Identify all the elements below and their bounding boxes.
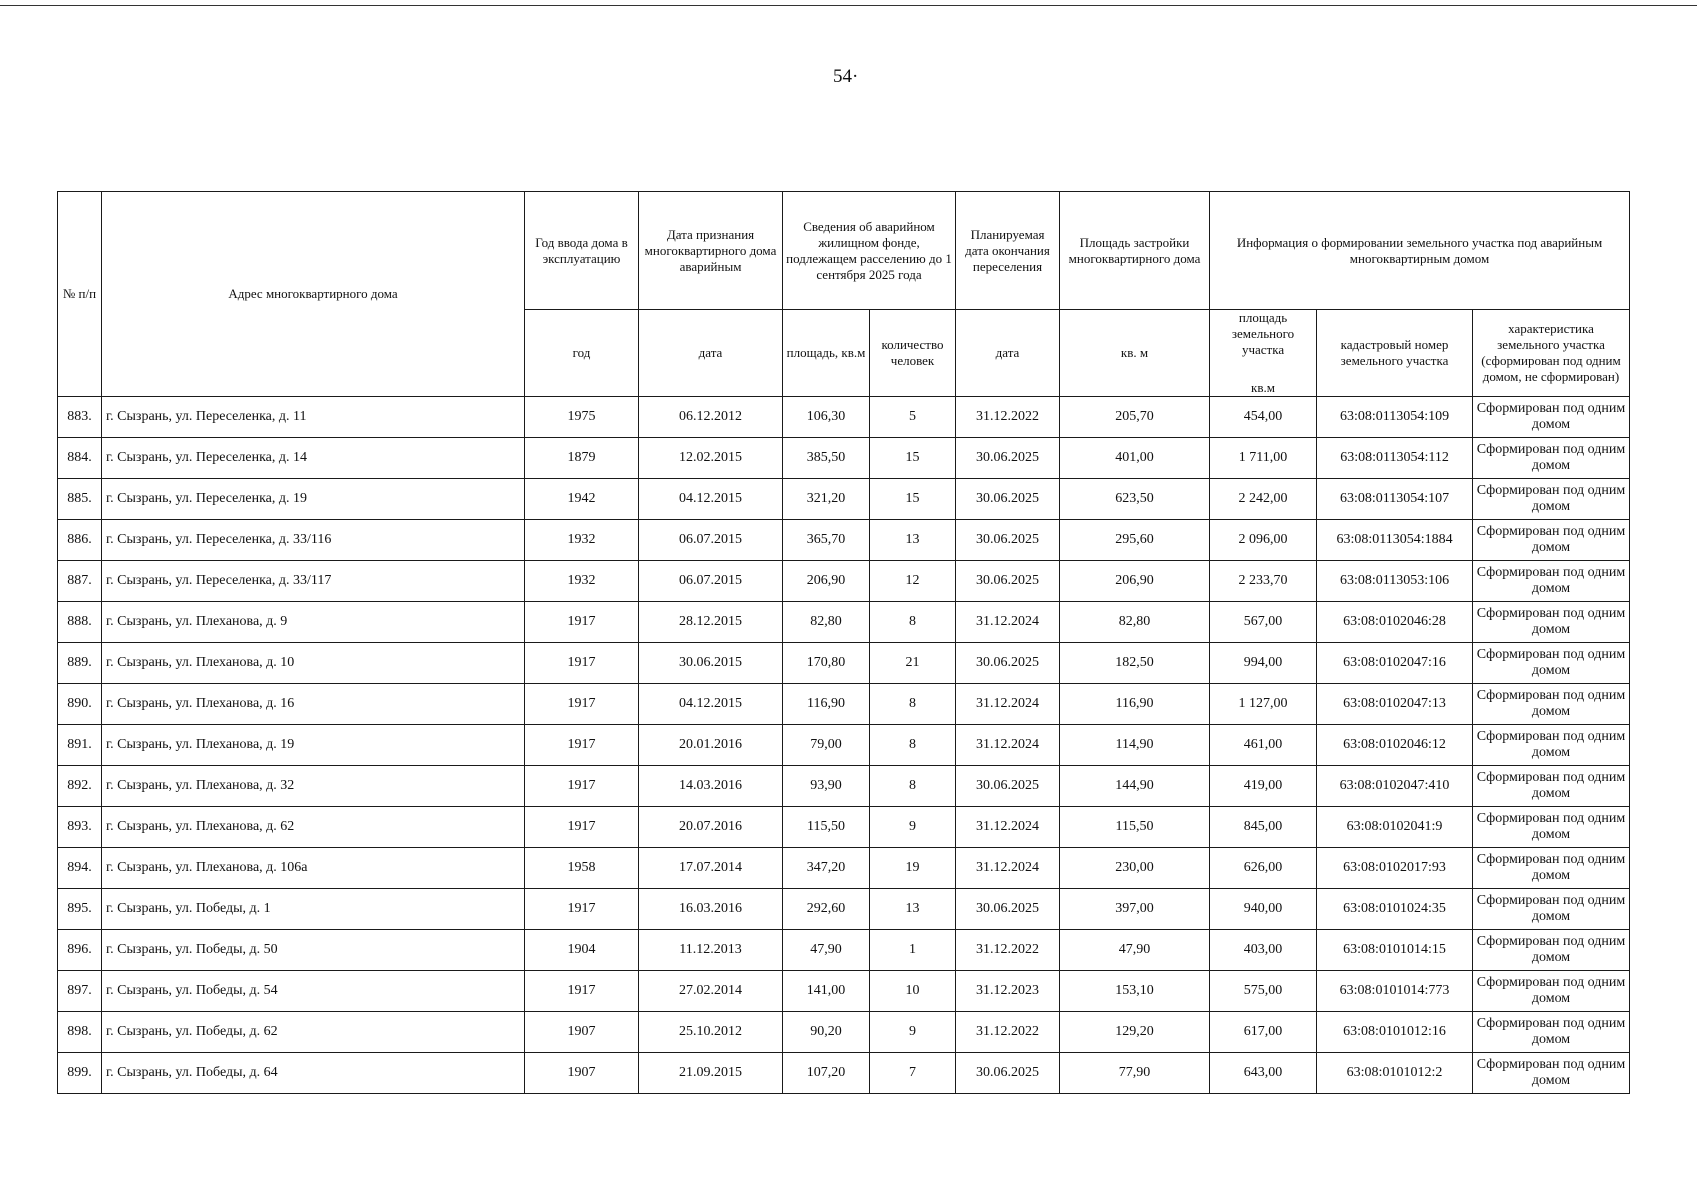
table-row bbox=[58, 643, 1630, 684]
table-row bbox=[58, 602, 1630, 643]
building-area-cell: 205,70 bbox=[1060, 397, 1210, 438]
header-planned-date: Планируемая дата окончания переселения bbox=[956, 192, 1060, 310]
area-cell: 93,90 bbox=[783, 766, 870, 807]
unit-land-area: кв.м bbox=[1251, 380, 1275, 395]
cadastral-number-cell: 63:08:0113054:112 bbox=[1317, 438, 1473, 479]
recognition-date-cell: 25.10.2012 bbox=[639, 1012, 783, 1053]
recognition-date-cell: 28.12.2015 bbox=[639, 602, 783, 643]
building-area-cell: 116,90 bbox=[1060, 684, 1210, 725]
recognition-date-cell: 06.07.2015 bbox=[639, 561, 783, 602]
table-row bbox=[58, 684, 1630, 725]
recognition-date-cell: 30.06.2015 bbox=[639, 643, 783, 684]
address-cell: г. Сызрань, ул. Плеханова, д. 32 bbox=[102, 766, 525, 807]
address-cell: г. Сызрань, ул. Переселенка, д. 14 bbox=[102, 438, 525, 479]
building-area-cell: 144,90 bbox=[1060, 766, 1210, 807]
people-cell: 8 bbox=[870, 725, 956, 766]
area-cell: 206,90 bbox=[783, 561, 870, 602]
building-area-cell: 295,60 bbox=[1060, 520, 1210, 561]
header-land-area bbox=[1210, 310, 1317, 397]
characteristic-cell: Сформирован под одним домом bbox=[1473, 602, 1630, 643]
land-area-cell: 994,00 bbox=[1210, 643, 1317, 684]
area-cell: 347,20 bbox=[783, 848, 870, 889]
row-num: 896. bbox=[58, 930, 102, 971]
people-cell: 8 bbox=[870, 684, 956, 725]
building-area-cell: 129,20 bbox=[1060, 1012, 1210, 1053]
year-cell: 1942 bbox=[525, 479, 639, 520]
header-num: № п/п bbox=[58, 192, 102, 397]
row-num: 892. bbox=[58, 766, 102, 807]
planned-date-cell: 31.12.2024 bbox=[956, 725, 1060, 766]
planned-date-cell: 31.12.2022 bbox=[956, 397, 1060, 438]
area-cell: 365,70 bbox=[783, 520, 870, 561]
people-cell: 9 bbox=[870, 807, 956, 848]
area-cell: 115,50 bbox=[783, 807, 870, 848]
address-cell: г. Сызрань, ул. Победы, д. 54 bbox=[102, 971, 525, 1012]
header-cadastral: кадастровый номер земельного участка bbox=[1317, 310, 1473, 397]
table-row bbox=[58, 889, 1630, 930]
cadastral-number-cell: 63:08:0102047:410 bbox=[1317, 766, 1473, 807]
area-cell: 292,60 bbox=[783, 889, 870, 930]
building-area-cell: 82,80 bbox=[1060, 602, 1210, 643]
planned-date-cell: 30.06.2025 bbox=[956, 889, 1060, 930]
land-area-cell: 626,00 bbox=[1210, 848, 1317, 889]
header-year: Год ввода дома в эксплуатацию bbox=[525, 192, 639, 310]
building-area-cell: 47,90 bbox=[1060, 930, 1210, 971]
row-num: 891. bbox=[58, 725, 102, 766]
year-cell: 1917 bbox=[525, 807, 639, 848]
emergency-housing-table bbox=[57, 191, 1630, 1094]
recognition-date-cell: 12.02.2015 bbox=[639, 438, 783, 479]
area-cell: 141,00 bbox=[783, 971, 870, 1012]
address-cell: г. Сызрань, ул. Победы, д. 62 bbox=[102, 1012, 525, 1053]
year-cell: 1907 bbox=[525, 1053, 639, 1094]
building-area-cell: 230,00 bbox=[1060, 848, 1210, 889]
characteristic-cell: Сформирован под одним домом bbox=[1473, 438, 1630, 479]
header-emergency-fund: Сведения об аварийном жилищном фонде, подлежащем расселению до 1 сентября 2025 года bbox=[783, 192, 956, 310]
area-cell: 107,20 bbox=[783, 1053, 870, 1094]
row-num: 894. bbox=[58, 848, 102, 889]
cadastral-number-cell: 63:08:0113054:107 bbox=[1317, 479, 1473, 520]
building-area-cell: 114,90 bbox=[1060, 725, 1210, 766]
planned-date-cell: 30.06.2025 bbox=[956, 766, 1060, 807]
land-area-cell: 403,00 bbox=[1210, 930, 1317, 971]
area-cell: 82,80 bbox=[783, 602, 870, 643]
land-area-cell: 940,00 bbox=[1210, 889, 1317, 930]
planned-date-cell: 30.06.2025 bbox=[956, 643, 1060, 684]
people-cell: 5 bbox=[870, 397, 956, 438]
people-cell: 21 bbox=[870, 643, 956, 684]
building-area-cell: 206,90 bbox=[1060, 561, 1210, 602]
area-cell: 170,80 bbox=[783, 643, 870, 684]
land-area-cell: 419,00 bbox=[1210, 766, 1317, 807]
row-num: 889. bbox=[58, 643, 102, 684]
table-row bbox=[58, 1053, 1630, 1094]
cadastral-number-cell: 63:08:0101014:15 bbox=[1317, 930, 1473, 971]
recognition-date-cell: 04.12.2015 bbox=[639, 479, 783, 520]
address-cell: г. Сызрань, ул. Переселенка, д. 19 bbox=[102, 479, 525, 520]
planned-date-cell: 30.06.2025 bbox=[956, 520, 1060, 561]
building-area-cell: 115,50 bbox=[1060, 807, 1210, 848]
cadastral-number-cell: 63:08:0102046:12 bbox=[1317, 725, 1473, 766]
cadastral-number-cell: 63:08:0101012:16 bbox=[1317, 1012, 1473, 1053]
people-cell: 10 bbox=[870, 971, 956, 1012]
address-cell: г. Сызрань, ул. Переселенка, д. 11 bbox=[102, 397, 525, 438]
address-cell: г. Сызрань, ул. Плеханова, д. 16 bbox=[102, 684, 525, 725]
planned-date-cell: 31.12.2022 bbox=[956, 1012, 1060, 1053]
people-cell: 7 bbox=[870, 1053, 956, 1094]
address-cell: г. Сызрань, ул. Плеханова, д. 62 bbox=[102, 807, 525, 848]
cadastral-number-cell: 63:08:0102041:9 bbox=[1317, 807, 1473, 848]
building-area-cell: 153,10 bbox=[1060, 971, 1210, 1012]
table-row bbox=[58, 1012, 1630, 1053]
characteristic-cell: Сформирован под одним домом bbox=[1473, 561, 1630, 602]
people-cell: 1 bbox=[870, 930, 956, 971]
cadastral-number-cell: 63:08:0102046:28 bbox=[1317, 602, 1473, 643]
header-land-area-label: площадь земельного участка bbox=[1231, 310, 1295, 357]
recognition-date-cell: 21.09.2015 bbox=[639, 1053, 783, 1094]
recognition-date-cell: 14.03.2016 bbox=[639, 766, 783, 807]
area-cell: 385,50 bbox=[783, 438, 870, 479]
address-cell: г. Сызрань, ул. Плеханова, д. 10 bbox=[102, 643, 525, 684]
cadastral-number-cell: 63:08:0102047:13 bbox=[1317, 684, 1473, 725]
year-cell: 1879 bbox=[525, 438, 639, 479]
unit-people: количество человек bbox=[870, 310, 956, 397]
land-area-cell: 2 242,00 bbox=[1210, 479, 1317, 520]
address-cell: г. Сызрань, ул. Победы, д. 50 bbox=[102, 930, 525, 971]
characteristic-cell: Сформирован под одним домом bbox=[1473, 930, 1630, 971]
planned-date-cell: 31.12.2022 bbox=[956, 930, 1060, 971]
row-num: 883. bbox=[58, 397, 102, 438]
cadastral-number-cell: 63:08:0101012:2 bbox=[1317, 1053, 1473, 1094]
row-num: 885. bbox=[58, 479, 102, 520]
characteristic-cell: Сформирован под одним домом bbox=[1473, 889, 1630, 930]
row-num: 884. bbox=[58, 438, 102, 479]
unit-year: год bbox=[525, 310, 639, 397]
address-cell: г. Сызрань, ул. Победы, д. 1 bbox=[102, 889, 525, 930]
planned-date-cell: 31.12.2024 bbox=[956, 602, 1060, 643]
address-cell: г. Сызрань, ул. Плеханова, д. 19 bbox=[102, 725, 525, 766]
characteristic-cell: Сформирован под одним домом bbox=[1473, 1012, 1630, 1053]
recognition-date-cell: 06.12.2012 bbox=[639, 397, 783, 438]
area-cell: 90,20 bbox=[783, 1012, 870, 1053]
table-row bbox=[58, 930, 1630, 971]
header-row bbox=[58, 192, 1630, 310]
people-cell: 15 bbox=[870, 438, 956, 479]
table-row bbox=[58, 561, 1630, 602]
building-area-cell: 397,00 bbox=[1060, 889, 1210, 930]
planned-date-cell: 31.12.2024 bbox=[956, 684, 1060, 725]
row-num: 895. bbox=[58, 889, 102, 930]
year-cell: 1958 bbox=[525, 848, 639, 889]
planned-date-cell: 31.12.2024 bbox=[956, 807, 1060, 848]
characteristic-cell: Сформирован под одним домом bbox=[1473, 971, 1630, 1012]
land-area-cell: 617,00 bbox=[1210, 1012, 1317, 1053]
recognition-date-cell: 17.07.2014 bbox=[639, 848, 783, 889]
table-row bbox=[58, 397, 1630, 438]
planned-date-cell: 31.12.2023 bbox=[956, 971, 1060, 1012]
people-cell: 15 bbox=[870, 479, 956, 520]
planned-date-cell: 31.12.2024 bbox=[956, 848, 1060, 889]
building-area-cell: 77,90 bbox=[1060, 1053, 1210, 1094]
table-row bbox=[58, 766, 1630, 807]
address-cell: г. Сызрань, ул. Переселенка, д. 33/116 bbox=[102, 520, 525, 561]
land-area-cell: 845,00 bbox=[1210, 807, 1317, 848]
area-cell: 47,90 bbox=[783, 930, 870, 971]
area-cell: 79,00 bbox=[783, 725, 870, 766]
land-area-cell: 575,00 bbox=[1210, 971, 1317, 1012]
table-row bbox=[58, 807, 1630, 848]
characteristic-cell: Сформирован под одним домом bbox=[1473, 725, 1630, 766]
address-cell: г. Сызрань, ул. Плеханова, д. 106а bbox=[102, 848, 525, 889]
cadastral-number-cell: 63:08:0101014:773 bbox=[1317, 971, 1473, 1012]
characteristic-cell: Сформирован под одним домом bbox=[1473, 397, 1630, 438]
land-area-cell: 454,00 bbox=[1210, 397, 1317, 438]
row-num: 893. bbox=[58, 807, 102, 848]
recognition-date-cell: 04.12.2015 bbox=[639, 684, 783, 725]
table-body bbox=[58, 397, 1630, 1094]
page-number: 54· bbox=[833, 66, 859, 87]
recognition-date-cell: 06.07.2015 bbox=[639, 520, 783, 561]
row-num: 886. bbox=[58, 520, 102, 561]
building-area-cell: 623,50 bbox=[1060, 479, 1210, 520]
year-cell: 1975 bbox=[525, 397, 639, 438]
unit-area: площадь, кв.м bbox=[783, 310, 870, 397]
recognition-date-cell: 27.02.2014 bbox=[639, 971, 783, 1012]
people-cell: 19 bbox=[870, 848, 956, 889]
area-cell: 321,20 bbox=[783, 479, 870, 520]
planned-date-cell: 30.06.2025 bbox=[956, 479, 1060, 520]
land-area-cell: 461,00 bbox=[1210, 725, 1317, 766]
year-cell: 1917 bbox=[525, 643, 639, 684]
table-row bbox=[58, 848, 1630, 889]
row-num: 899. bbox=[58, 1053, 102, 1094]
planned-date-cell: 30.06.2025 bbox=[956, 1053, 1060, 1094]
characteristic-cell: Сформирован под одним домом bbox=[1473, 643, 1630, 684]
area-cell: 106,30 bbox=[783, 397, 870, 438]
address-cell: г. Сызрань, ул. Победы, д. 64 bbox=[102, 1053, 525, 1094]
year-cell: 1917 bbox=[525, 602, 639, 643]
table-row bbox=[58, 479, 1630, 520]
year-cell: 1917 bbox=[525, 889, 639, 930]
characteristic-cell: Сформирован под одним домом bbox=[1473, 520, 1630, 561]
recognition-date-cell: 20.01.2016 bbox=[639, 725, 783, 766]
table-row bbox=[58, 438, 1630, 479]
row-num: 897. bbox=[58, 971, 102, 1012]
top-rule bbox=[0, 5, 1697, 6]
row-num: 888. bbox=[58, 602, 102, 643]
area-cell: 116,90 bbox=[783, 684, 870, 725]
cadastral-number-cell: 63:08:0102017:93 bbox=[1317, 848, 1473, 889]
header-address: Адрес многоквартирного дома bbox=[102, 192, 525, 397]
land-area-cell: 567,00 bbox=[1210, 602, 1317, 643]
year-cell: 1904 bbox=[525, 930, 639, 971]
characteristic-cell: Сформирован под одним домом bbox=[1473, 848, 1630, 889]
year-cell: 1932 bbox=[525, 561, 639, 602]
year-cell: 1917 bbox=[525, 684, 639, 725]
table-row bbox=[58, 971, 1630, 1012]
land-area-cell: 643,00 bbox=[1210, 1053, 1317, 1094]
people-cell: 8 bbox=[870, 602, 956, 643]
people-cell: 8 bbox=[870, 766, 956, 807]
unit-building-area: кв. м bbox=[1060, 310, 1210, 397]
characteristic-cell: Сформирован под одним домом bbox=[1473, 766, 1630, 807]
header-land-info: Информация о формировании земельного участка под аварийным многоквартирным домом bbox=[1210, 192, 1630, 310]
cadastral-number-cell: 63:08:0113054:109 bbox=[1317, 397, 1473, 438]
year-cell: 1932 bbox=[525, 520, 639, 561]
building-area-cell: 182,50 bbox=[1060, 643, 1210, 684]
people-cell: 9 bbox=[870, 1012, 956, 1053]
year-cell: 1917 bbox=[525, 766, 639, 807]
cadastral-number-cell: 63:08:0102047:16 bbox=[1317, 643, 1473, 684]
people-cell: 13 bbox=[870, 889, 956, 930]
cadastral-number-cell: 63:08:0113053:106 bbox=[1317, 561, 1473, 602]
people-cell: 12 bbox=[870, 561, 956, 602]
year-cell: 1917 bbox=[525, 971, 639, 1012]
building-area-cell: 401,00 bbox=[1060, 438, 1210, 479]
people-cell: 13 bbox=[870, 520, 956, 561]
unit-planned-date: дата bbox=[956, 310, 1060, 397]
land-area-cell: 2 096,00 bbox=[1210, 520, 1317, 561]
recognition-date-cell: 16.03.2016 bbox=[639, 889, 783, 930]
header-recognition-date: Дата признания многоквартирного дома аварийным bbox=[639, 192, 783, 310]
recognition-date-cell: 11.12.2013 bbox=[639, 930, 783, 971]
year-cell: 1907 bbox=[525, 1012, 639, 1053]
row-num: 887. bbox=[58, 561, 102, 602]
planned-date-cell: 30.06.2025 bbox=[956, 438, 1060, 479]
header-building-area: Площадь застройки многоквартирного дома bbox=[1060, 192, 1210, 310]
recognition-date-cell: 20.07.2016 bbox=[639, 807, 783, 848]
land-area-cell: 2 233,70 bbox=[1210, 561, 1317, 602]
planned-date-cell: 30.06.2025 bbox=[956, 561, 1060, 602]
header-characteristic: характеристика земельного участка (сформирован под одним домом, не сформирован) bbox=[1473, 310, 1630, 397]
year-cell: 1917 bbox=[525, 725, 639, 766]
characteristic-cell: Сформирован под одним домом bbox=[1473, 1053, 1630, 1094]
table-row bbox=[58, 520, 1630, 561]
land-area-cell: 1 127,00 bbox=[1210, 684, 1317, 725]
table-row bbox=[58, 725, 1630, 766]
address-cell: г. Сызрань, ул. Переселенка, д. 33/117 bbox=[102, 561, 525, 602]
land-area-cell: 1 711,00 bbox=[1210, 438, 1317, 479]
characteristic-cell: Сформирован под одним домом bbox=[1473, 807, 1630, 848]
address-cell: г. Сызрань, ул. Плеханова, д. 9 bbox=[102, 602, 525, 643]
characteristic-cell: Сформирован под одним домом bbox=[1473, 684, 1630, 725]
unit-date: дата bbox=[639, 310, 783, 397]
row-num: 898. bbox=[58, 1012, 102, 1053]
characteristic-cell: Сформирован под одним домом bbox=[1473, 479, 1630, 520]
row-num: 890. bbox=[58, 684, 102, 725]
cadastral-number-cell: 63:08:0113054:1884 bbox=[1317, 520, 1473, 561]
cadastral-number-cell: 63:08:0101024:35 bbox=[1317, 889, 1473, 930]
